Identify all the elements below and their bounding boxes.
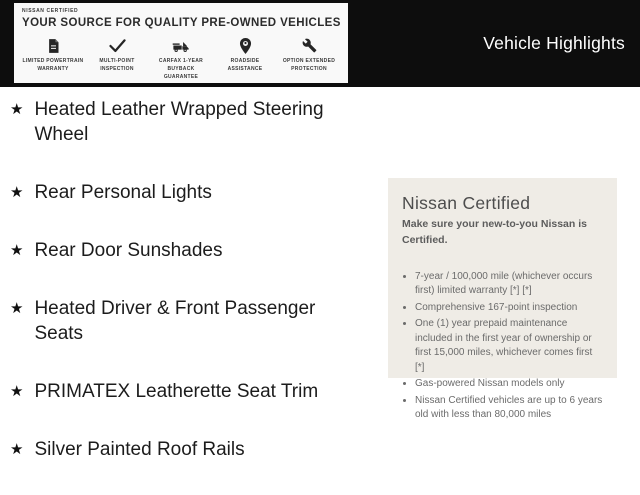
certified-box-bullet: • Comprehensive 167-point inspection [415, 301, 603, 316]
check-icon [109, 37, 126, 54]
benefit-multi-point-inspection [86, 37, 148, 73]
benefit-label: LIMITED POWERTRAIN WARRANTY [22, 58, 84, 72]
highlight-item [10, 296, 370, 346]
top-banner [0, 0, 640, 87]
benefit-roadside-assistance [214, 37, 276, 73]
star-bullet-icon: ★ [10, 441, 24, 458]
certified-banner-card [14, 3, 348, 83]
star-bullet-icon: ★ [10, 383, 24, 400]
map-pin-icon [239, 37, 252, 54]
benefit-label: ROADSIDE ASSISTANCE [227, 58, 263, 72]
benefit-label: OPTION EXTENDED PROTECTION [282, 58, 336, 72]
page-title: Vehicle Highlights [483, 33, 625, 53]
highlight-text: Rear Door Sunshades [34, 240, 223, 261]
highlight-item [10, 180, 370, 205]
highlight-text: PRIMATEX Leatherette Seat Trim [34, 381, 319, 402]
highlight-text: Heated Leather Wrapped Steering Wheel [34, 99, 324, 145]
highlight-item [10, 97, 370, 147]
certified-box-bullet-list [402, 270, 603, 423]
highlight-text: Rear Personal Lights [34, 182, 212, 203]
highlight-item [10, 379, 370, 404]
star-bullet-icon: ★ [10, 242, 24, 259]
certified-box-bullet: • Nissan Certified vehicles are up to 6 years old with less than 80,000 miles [415, 394, 603, 423]
star-bullet-icon: ★ [10, 101, 24, 118]
benefit-label: CARFAX 1-YEAR BUYBACK GUARANTEE [158, 58, 204, 80]
star-bullet-icon: ★ [10, 300, 24, 317]
nissan-certified-box [388, 178, 617, 420]
certified-box-bullet: • One (1) year prepaid maintenance included in the first year of ownership or first 15,000 miles, whichever comes first [*] [415, 317, 603, 375]
wrench-icon [302, 37, 317, 54]
tow-truck-icon [172, 37, 190, 54]
certified-box-bullet: • 7-year / 100,000 mile (whichever occurs first) limited warranty [*] [*] [415, 270, 603, 299]
highlight-text: Silver Painted Roof Rails [34, 439, 245, 460]
highlights-list [10, 97, 370, 495]
certified-banner-headline: YOUR SOURCE FOR QUALITY PRE-OWNED VEHICLES [22, 17, 341, 29]
benefit-icon-row [22, 37, 340, 81]
highlight-text: Heated Driver & Front Passenger Seats [34, 298, 316, 344]
benefit-carfax-buyback-guarantee [150, 37, 212, 81]
highlight-item [10, 238, 370, 263]
benefit-label: MULTI-POINT INSPECTION [99, 58, 135, 72]
certificate-icon [46, 37, 61, 54]
star-bullet-icon: ★ [10, 184, 24, 201]
certified-banner-eyebrow: NISSAN CERTIFIED [22, 8, 79, 14]
main-content [0, 87, 640, 480]
certified-box-title: Nissan Certified [402, 193, 531, 213]
highlight-item [10, 437, 370, 462]
benefit-limited-powertrain-warranty [22, 37, 84, 73]
benefit-option-extended-protection [278, 37, 340, 73]
certified-box-bullet: • Gas-powered Nissan models only [415, 377, 603, 392]
certified-box-subtitle: Make sure your new-to-you Nissan is Certified. [402, 218, 587, 246]
